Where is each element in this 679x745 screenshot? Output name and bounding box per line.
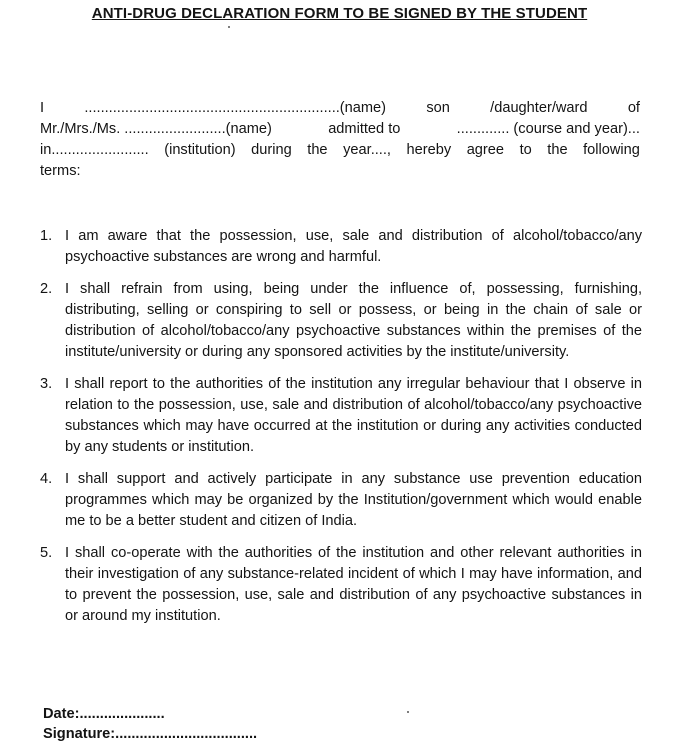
term-text: I shall support and actively participate in any substance use prevention education programmes which may be organized by the Institution/government which would enable me to be a better student and citizen of India. — [65, 471, 642, 529]
term-number: 1. — [40, 228, 53, 244]
intro-paragraph — [40, 98, 640, 182]
signature-field: Signature:................................... — [43, 726, 258, 742]
course-blank: ............. (course and year)... — [456, 121, 640, 137]
intro-line-3 — [40, 140, 640, 161]
intro-word: terms: — [40, 163, 81, 179]
term-text: I shall co-operate with the authorities of the institution and other relevant authorities in their investigation of any substance-related incident of which I may have information, and to prevent the possession, use, sale and distribution of any psychoactive substances in or around my institution. — [65, 545, 642, 624]
term-item — [40, 469, 642, 532]
intro-word: agree — [466, 142, 505, 158]
term-text: I shall refrain from using, being under the influence of, possessing, furnishing, distributing, selling or conspiring to sell or possess, or being in the chain of sale or distribution of alcohol/tobacco/any psychoactive substances within the premises of the institute/university or during any sponsored activities by the institute/university. — [65, 281, 642, 360]
term-number: 3. — [40, 376, 53, 392]
intro-word: I — [40, 100, 45, 116]
intro-word: during — [251, 142, 292, 158]
scan-speck — [228, 26, 230, 28]
institution-blank: in........................ — [40, 142, 149, 158]
intro-line-4 — [40, 161, 640, 182]
term-item — [40, 543, 642, 627]
intro-word: (institution) — [164, 142, 236, 158]
intro-word: to — [519, 142, 532, 158]
term-number: 4. — [40, 471, 53, 487]
term-item — [40, 279, 642, 363]
term-text: I am aware that the possession, use, sale and distribution of alcohol/tobacco/any psychoactive substances are wrong and harmful. — [65, 228, 642, 265]
term-number: 5. — [40, 545, 53, 561]
intro-word: of — [627, 100, 640, 116]
terms-list — [40, 226, 642, 638]
scan-speck — [407, 711, 409, 713]
intro-word: the — [307, 142, 328, 158]
name-blank: ...............................................................(name) — [84, 100, 387, 116]
intro-word: following — [583, 142, 640, 158]
date-field: Date:..................... — [43, 706, 165, 722]
intro-line-1 — [40, 98, 640, 119]
intro-word: hereby — [406, 142, 452, 158]
intro-word: the — [547, 142, 568, 158]
term-text: I shall report to the authorities of the institution any irregular behaviour that I observe in relation to the possession, use, sale and distribution of alcohol/tobacco/any psychoactive substances which may have occurred at the institution or during any activities conducted by any students or institution. — [65, 376, 642, 455]
term-item — [40, 374, 642, 458]
intro-line-2 — [40, 119, 640, 140]
term-item — [40, 226, 642, 268]
form-title: ANTI-DRUG DECLARATION FORM TO BE SIGNED BY THE STUDENT — [91, 5, 588, 22]
term-number: 2. — [40, 281, 53, 297]
intro-word: /daughter/ward — [490, 100, 588, 116]
year-blank: year...., — [343, 142, 391, 158]
parent-name-blank: Mr./Mrs./Ms. .........................(name) — [40, 121, 272, 137]
intro-word: admitted to — [328, 121, 401, 137]
intro-word: son — [426, 100, 450, 116]
